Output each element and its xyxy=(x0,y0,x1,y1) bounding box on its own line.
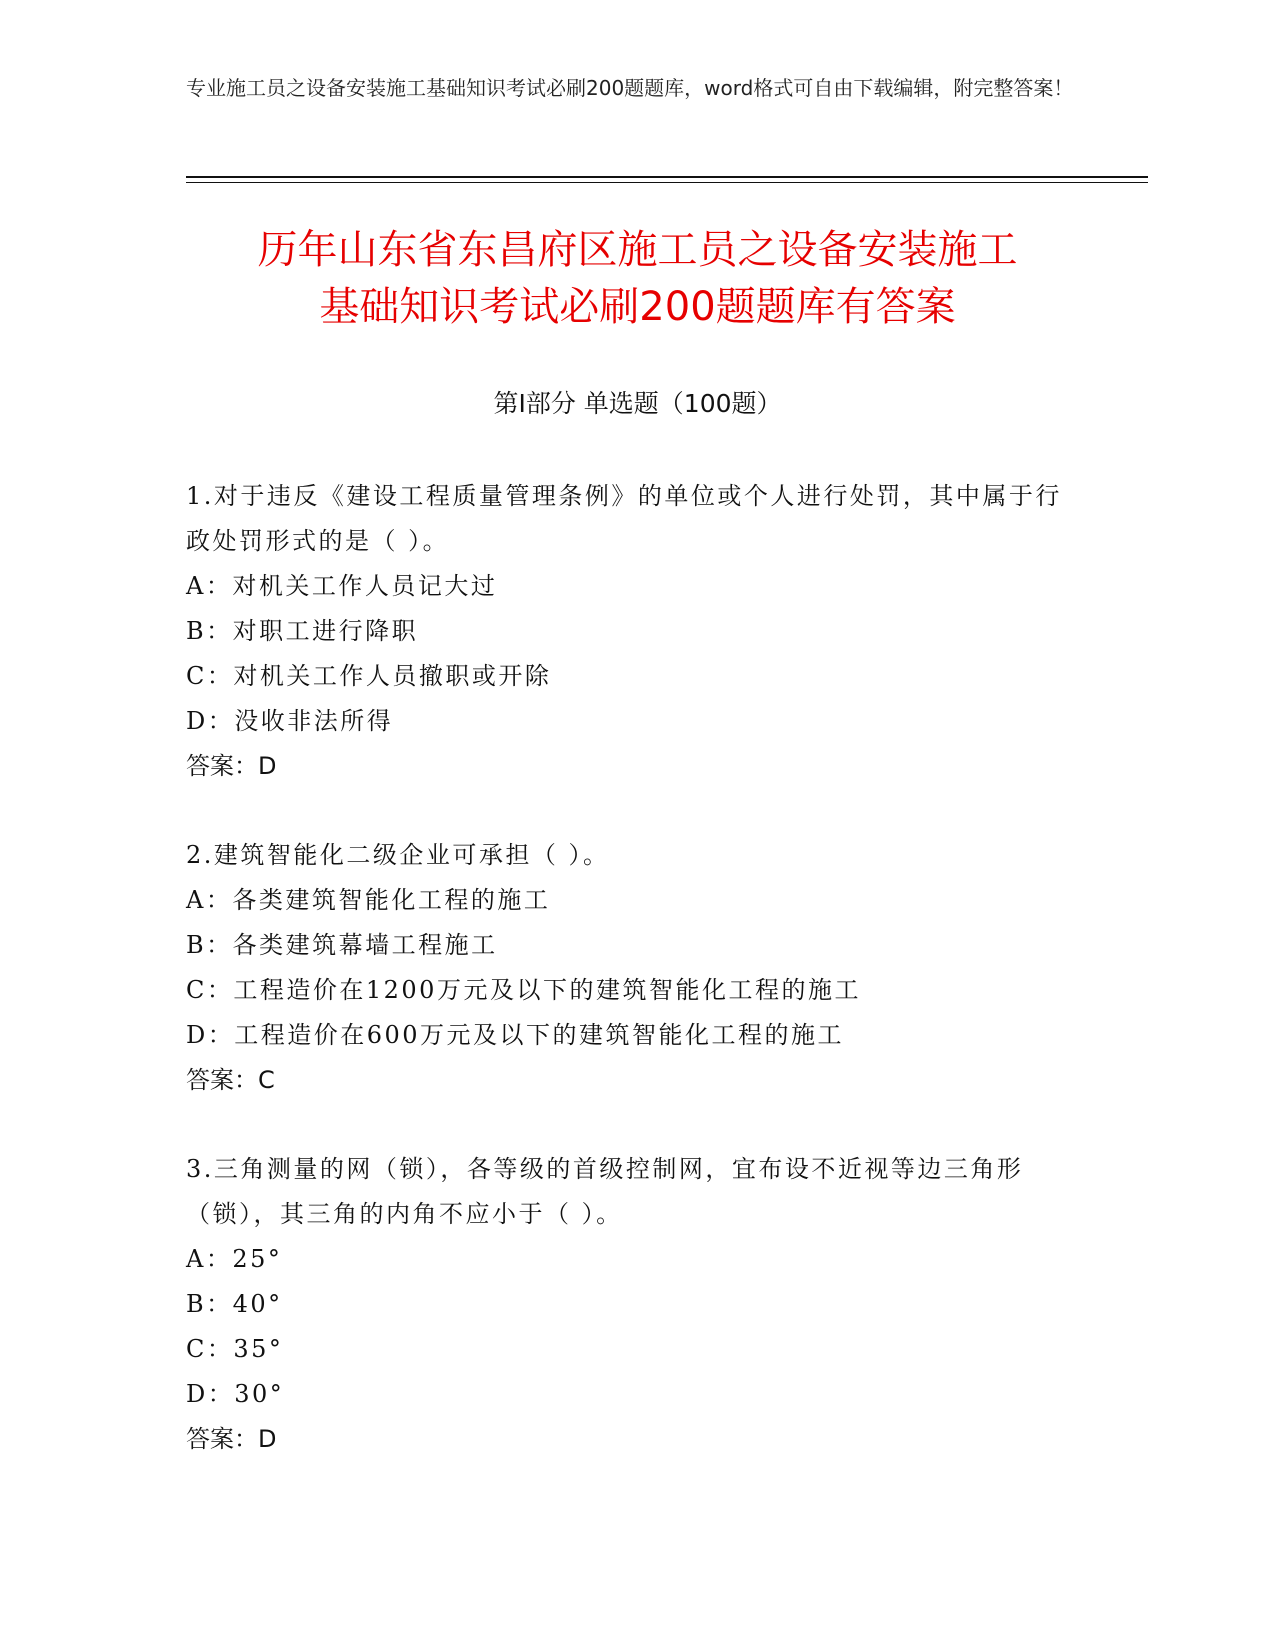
option-a: A：对机关工作人员记大过 xyxy=(186,572,498,600)
option-c: C：对机关工作人员撤职或开除 xyxy=(186,662,552,690)
question-2 xyxy=(186,833,1086,1103)
option-a: A：各类建筑智能化工程的施工 xyxy=(186,886,551,914)
question-stem: 1.对于违反《建设工程质量管理条例》的单位或个人进行处罚，其中属于行政处罚形式的是（ ）。 xyxy=(186,482,1062,555)
option-c: C：工程造价在1200万元及以下的建筑智能化工程的施工 xyxy=(186,976,861,1004)
question-stem: 2.建筑智能化二级企业可承担（ ）。 xyxy=(186,841,610,869)
section-title: 第Ⅰ部分 单选题（100题） xyxy=(493,389,782,418)
option-b: B：40° xyxy=(186,1290,283,1318)
answer: 答案：D xyxy=(186,752,277,780)
option-d: D：工程造价在600万元及以下的建筑智能化工程的施工 xyxy=(186,1021,845,1049)
question-3 xyxy=(186,1147,1086,1462)
header-note: 专业施工员之设备安装施工基础知识考试必刷200题题库，word格式可自由下载编辑，附完整答案！ xyxy=(186,76,1074,100)
option-b: B：各类建筑幕墙工程施工 xyxy=(186,931,498,959)
document-title xyxy=(140,222,1135,336)
question-list xyxy=(186,474,1086,1506)
answer: 答案：C xyxy=(186,1066,275,1094)
option-d: D：30° xyxy=(186,1380,285,1408)
question-1 xyxy=(186,474,1086,789)
header-divider-thin xyxy=(186,182,1148,183)
document-title-line-2: 基础知识考试必刷200题题库有答案 xyxy=(319,284,956,330)
answer: 答案：D xyxy=(186,1425,277,1453)
option-a: A：25° xyxy=(186,1245,283,1273)
option-c: C：35° xyxy=(186,1335,284,1363)
question-stem: 3.三角测量的网（锁），各等级的首级控制网，宜布设不近视等边三角形（锁），其三角的内角不应小于（ ）。 xyxy=(186,1155,1024,1228)
header-divider-thick xyxy=(186,176,1148,178)
document-title-line-1: 历年山东省东昌府区施工员之设备安装施工 xyxy=(257,227,1018,273)
option-b: B：对职工进行降职 xyxy=(186,617,419,645)
option-d: D：没收非法所得 xyxy=(186,707,394,735)
